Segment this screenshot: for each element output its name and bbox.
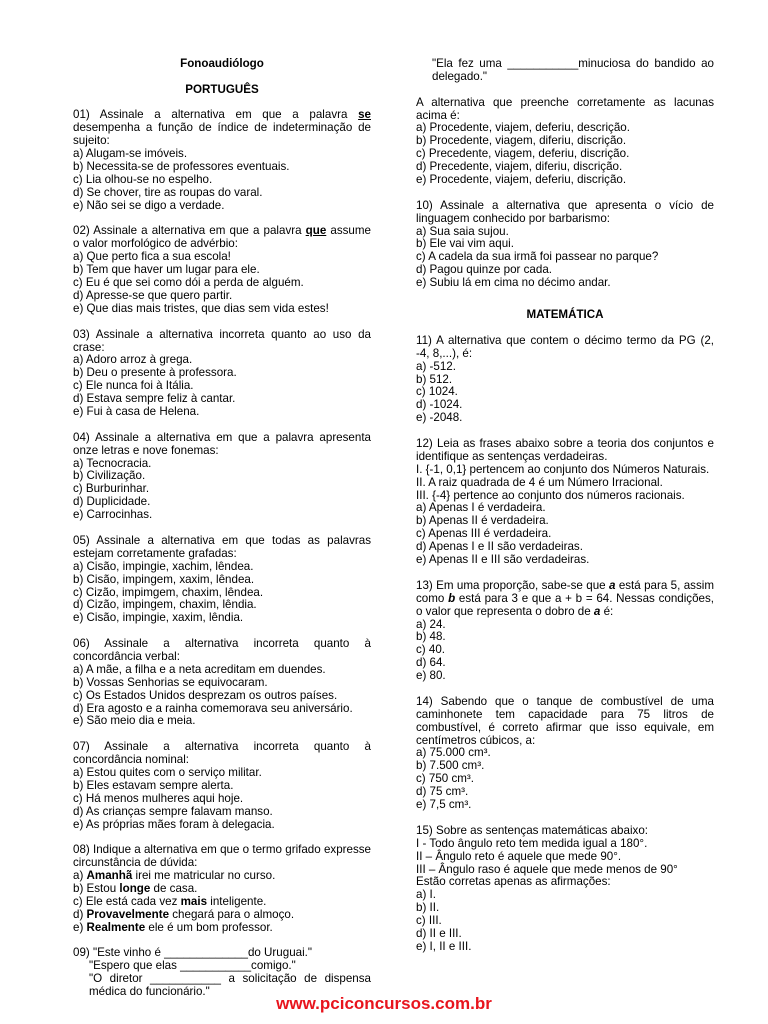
question-11 xyxy=(416,335,714,425)
left-column xyxy=(73,58,371,1012)
question-6-stem: 06) Assinale a alternativa incorreta quanto à concordância verbal: xyxy=(73,637,371,663)
question-2-options xyxy=(73,251,371,316)
option: d) Pagou quinze por cada. xyxy=(416,263,553,277)
option: a) Que perto fica a sua escola! xyxy=(73,250,231,264)
option: e) Que dias mais tristes, que dias sem vida estes! xyxy=(73,301,329,315)
option: c) III. xyxy=(416,914,442,928)
option: a) Cisão, impingie, xachim, lêndea. xyxy=(73,559,254,573)
section-portugues: PORTUGUÊS xyxy=(185,82,259,96)
option: e) -2048. xyxy=(416,411,463,425)
option: e) Apenas II e III são verdadeiras. xyxy=(416,553,590,567)
variable-b: b xyxy=(448,591,456,605)
option: d) 75 cm³. xyxy=(416,785,469,799)
option: c) 750 cm³. xyxy=(416,772,474,786)
question-9-options xyxy=(416,122,714,187)
option: b) II. xyxy=(416,901,440,915)
option: a) Estou quites com o serviço militar. xyxy=(73,765,262,779)
question-15-stem: 15) Sobre as sentenças matemáticas abaixo: xyxy=(416,823,648,837)
variable-a: a xyxy=(593,604,601,618)
option: c) Lia olhou-se no espelho. xyxy=(73,172,213,186)
question-14-stem: 14) Sabendo que o tanque de combustível de uma caminhonete tem capacidade para 75 litros de combustível, é correto afirmar que isso equivale, em centímetros cúbicos, a: xyxy=(416,694,714,747)
option: a) Alugam-se imóveis. xyxy=(73,147,188,161)
option: e) Cisão, impingie, xaxim, lêndia. xyxy=(73,611,244,625)
question-9-continued xyxy=(416,58,714,84)
option: b) Cisão, impingem, xaxim, lêndea. xyxy=(73,572,255,586)
option: c) Burburinhar. xyxy=(73,482,150,496)
statement: III. {-4} pertence ao conjunto dos números racionais. xyxy=(416,488,685,502)
highlighted-word: Provavelmente xyxy=(86,907,170,921)
option: e) I, II e III. xyxy=(416,939,472,953)
question-14-options xyxy=(416,747,714,812)
option: e) 80. xyxy=(416,669,446,683)
question-15-stem-2: Estão corretas apenas as afirmações: xyxy=(416,875,611,889)
option: b) Necessita-se de professores eventuais. xyxy=(73,160,290,174)
question-2 xyxy=(73,225,371,315)
option: a) Sua saia sujou. xyxy=(416,224,509,238)
option: c) Ele está cada vez mais inteligente. xyxy=(73,894,267,908)
option: d) Estava sempre feliz à cantar. xyxy=(73,392,236,406)
question-1-options xyxy=(73,148,371,213)
question-7 xyxy=(73,741,371,831)
question-5-stem: 05) Assinale a alternativa em que todas as palavras estejam corretamente grafadas: xyxy=(73,533,371,560)
option: d) 64. xyxy=(416,656,446,670)
question-12-stem: 12) Leia as frases abaixo sobre a teoria dos conjuntos e identifique as sentenças verdadeiras. xyxy=(416,436,714,463)
option: e) São meio dia e meia. xyxy=(73,714,196,728)
option: c) Há menos mulheres aqui hoje. xyxy=(73,791,244,805)
option: a) 24. xyxy=(416,617,446,631)
option: e) Não sei se digo a verdade. xyxy=(73,198,225,212)
option: a) Tecnocracia. xyxy=(73,456,152,470)
option: e) As próprias mães foram à delegacia. xyxy=(73,817,275,831)
section-matematica: MATEMÁTICA xyxy=(526,308,604,322)
highlighted-word: mais xyxy=(180,894,208,908)
question-11-options xyxy=(416,361,714,426)
option: d) Provavelmente chegará para o almoço. xyxy=(73,907,295,921)
option: b) Procedente, viagem, diferiu, discrição. xyxy=(416,134,627,148)
option: c) Apenas III é verdadeira. xyxy=(416,527,552,541)
question-12-options xyxy=(416,502,714,567)
question-8-stem: 08) Indique a alternativa em que o termo grifado expresse circunstância de dúvida: xyxy=(73,843,371,870)
variable-a: a xyxy=(608,578,616,592)
option: b) Tem que haver um lugar para ele. xyxy=(73,263,260,277)
question-8-options xyxy=(73,870,371,935)
page-title: Fonoaudiólogo xyxy=(180,57,264,70)
option: d) Apenas I e II são verdadeiras. xyxy=(416,540,583,554)
option: b) 48. xyxy=(416,630,446,644)
question-13 xyxy=(416,580,714,683)
question-9-line-1: 09) "Este vinho é _____________do Uruguai." xyxy=(73,946,312,960)
option: b) Estou longe de casa. xyxy=(73,882,198,896)
option: a) Adoro arroz à grega. xyxy=(73,353,193,367)
option: a) 75.000 cm³. xyxy=(416,746,491,760)
option: b) Eles estavam sempre alerta. xyxy=(73,778,234,792)
question-13-stem: 13) Em uma proporção, sabe-se que a está para 5, assim como b está para 3 e que a + b = 64. Nessas condições, o valor que representa o dobro de a é: xyxy=(416,578,715,618)
highlighted-word: Realmente xyxy=(86,920,146,934)
option: b) Civilização. xyxy=(73,469,146,483)
highlighted-word: se xyxy=(358,108,371,122)
option: c) Eu é que sei como dói a perda de alguém. xyxy=(73,276,304,290)
option: c) 40. xyxy=(416,643,445,657)
option: c) Precedente, viagem, deferiu, discrição. xyxy=(416,147,630,161)
question-9-line-4: "Ela fez uma ___________minuciosa do bandido ao delegado." xyxy=(432,57,714,83)
statement: I - Todo ângulo reto tem medida igual a 180°. xyxy=(416,836,648,850)
question-10-stem: 10) Assinale a alternativa que apresenta o vício de linguagem conhecido por barbarismo: xyxy=(416,198,714,225)
question-4-options xyxy=(73,458,371,523)
option: d) Era agosto e a rainha comemorava seu aniversário. xyxy=(73,701,353,715)
question-6 xyxy=(73,638,371,728)
question-3-options xyxy=(73,354,371,419)
question-3 xyxy=(73,329,371,419)
question-9-answers xyxy=(416,97,714,187)
option: b) Deu o presente à professora. xyxy=(73,366,237,380)
option: c) Os Estados Unidos desprezam os outros países. xyxy=(73,688,338,702)
option: a) A mãe, a filha e a neta acreditam em duendes. xyxy=(73,662,326,676)
question-8 xyxy=(73,844,371,934)
highlighted-word: que xyxy=(305,224,327,238)
question-15-options xyxy=(416,889,714,954)
option: d) Precedente, viajem, diferiu, discrição. xyxy=(416,160,623,174)
option: d) Cizão, impingem, chaxim, lêndia. xyxy=(73,598,257,612)
question-13-options xyxy=(416,619,714,684)
option: b) Apenas II é verdadeira. xyxy=(416,514,549,528)
option: d) Apresse-se que quero partir. xyxy=(73,288,233,302)
option: d) As crianças sempre falavam manso. xyxy=(73,804,273,818)
question-5 xyxy=(73,535,371,625)
option: b) Vossas Senhorias se equivocaram. xyxy=(73,675,268,689)
option: e) Procedente, viajem, deferiu, discrição. xyxy=(416,173,627,187)
highlighted-word: Amanhã xyxy=(86,869,133,883)
question-14 xyxy=(416,696,714,812)
question-7-options xyxy=(73,767,371,832)
question-6-options xyxy=(73,664,371,729)
question-1 xyxy=(73,109,371,212)
option: d) -1024. xyxy=(416,398,463,412)
option: d) Se chover, tire as roupas do varal. xyxy=(73,185,263,199)
option: c) Ele nunca foi à Itália. xyxy=(73,379,194,393)
statement: III – Ângulo raso é aquele que mede menos de 90° xyxy=(416,862,678,876)
question-10-options xyxy=(416,226,714,291)
option: e) 7,5 cm³. xyxy=(416,798,472,812)
question-4 xyxy=(73,432,371,522)
question-2-stem: 02) Assinale a alternativa em que a palavra que assume o valor morfológico de advérbio: xyxy=(73,224,371,251)
option: e) Carrocinhas. xyxy=(73,508,153,522)
footer-website-link[interactable]: www.pciconcursos.com.br xyxy=(276,994,492,1013)
option: e) Subiu lá em cima no décimo andar. xyxy=(416,276,611,290)
question-9-stem: A alternativa que preenche corretamente as lacunas acima é: xyxy=(416,95,714,122)
option: c) A cadela da sua irmã foi passear no parque? xyxy=(416,250,659,264)
statement: II. A raiz quadrada de 4 é um Número Irracional. xyxy=(416,475,663,489)
option: a) Procedente, viajem, deferiu, descrição. xyxy=(416,121,630,135)
question-3-stem: 03) Assinale a alternativa incorreta quanto ao uso da crase: xyxy=(73,327,371,354)
option: d) II e III. xyxy=(416,927,462,941)
option: e) Realmente ele é um bom professor. xyxy=(73,920,273,934)
option: b) 512. xyxy=(416,372,453,386)
question-9-line-2: "Espero que elas ___________comigo." xyxy=(89,959,296,973)
question-7-stem: 07) Assinale a alternativa incorreta quanto à concordância nominal: xyxy=(73,740,371,767)
question-1-stem: 01) Assinale a alternativa em que a palavra se desempenha a função de índice de indeterminação de sujeito: xyxy=(73,108,371,148)
question-9 xyxy=(73,947,371,999)
option: d) Duplicidade. xyxy=(73,495,151,509)
option: a) I. xyxy=(416,888,436,902)
option: c) 1024. xyxy=(416,385,458,399)
question-10 xyxy=(416,200,714,290)
option: c) Cizão, impimgem, chaxim, lêndea. xyxy=(73,585,264,599)
question-5-options xyxy=(73,561,371,626)
question-4-stem: 04) Assinale a alternativa em que a palavra apresenta onze letras e nove fonemas: xyxy=(73,430,371,457)
question-15 xyxy=(416,825,714,954)
option: b) Ele vai vim aqui. xyxy=(416,237,514,251)
question-9-line-3: "O diretor ___________ a solicitação de dispensa médica do funcionário." xyxy=(89,972,371,999)
option: a) Amanhã irei me matricular no curso. xyxy=(73,869,276,883)
statement: I. {-1, 0,1} pertencem ao conjunto dos Números Naturais. xyxy=(416,462,710,476)
highlighted-word: longe xyxy=(119,882,151,896)
option: e) Fui à casa de Helena. xyxy=(73,405,200,419)
option: b) 7.500 cm³. xyxy=(416,759,485,773)
question-12 xyxy=(416,438,714,567)
right-column xyxy=(416,58,714,967)
statement: II – Ângulo reto é aquele que mede 90°. xyxy=(416,849,622,863)
question-11-stem: 11) A alternativa que contem o décimo termo da PG (2, -4, 8,...), é: xyxy=(416,333,714,360)
option: a) -512. xyxy=(416,359,456,373)
option: a) Apenas I é verdadeira. xyxy=(416,501,546,515)
